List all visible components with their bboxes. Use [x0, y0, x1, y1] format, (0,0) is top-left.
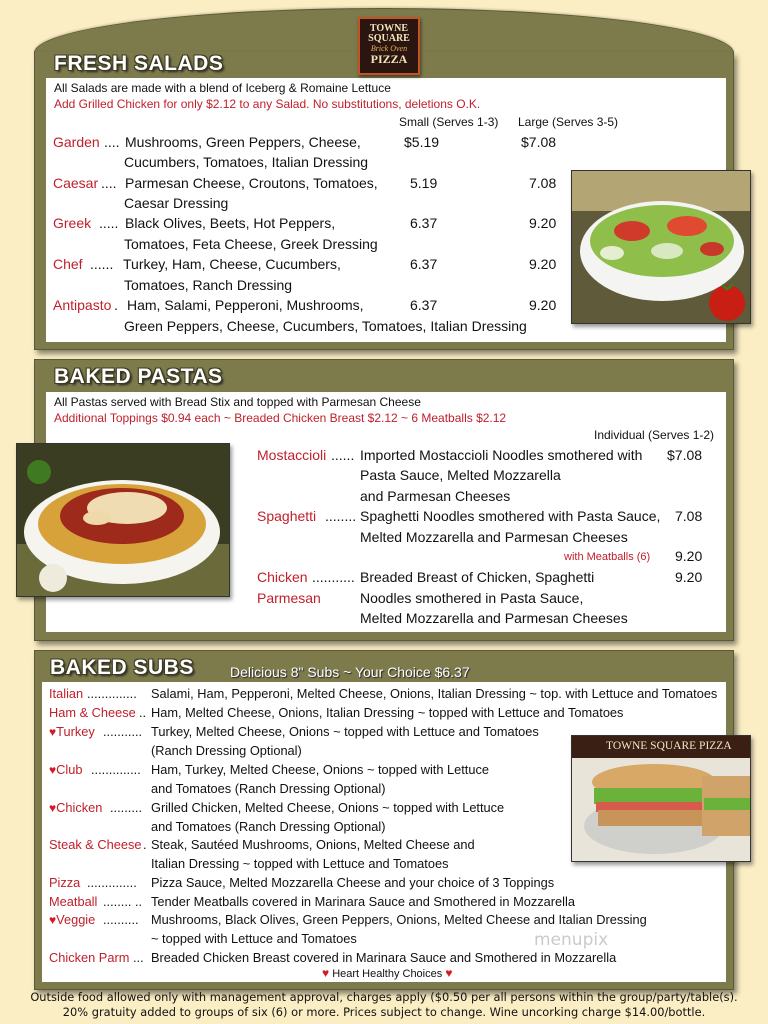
pasta-dots: ........... [312, 569, 355, 585]
salad-desc: Tomatoes, Ranch Dressing [124, 277, 293, 293]
salad-dots: ..... [99, 215, 119, 231]
pasta-bowl-illustration [17, 444, 230, 597]
salads-note-chicken: Add Grilled Chicken for only $2.12 to any Salad. No substitutions, deletions O.K. [54, 97, 481, 111]
sub-dots: .............. [87, 686, 137, 701]
sub-desc: and Tomatoes (Ranch Dressing Optional) [151, 781, 386, 796]
pasta-photo [16, 443, 230, 597]
salad-desc: Tomatoes, Feta Cheese, Greek Dressing [124, 236, 378, 252]
pastas-note-breadstix: All Pastas served with Bread Stix and topped with Parmesan Cheese [54, 395, 421, 409]
heart-healthy-legend: ♥ Heart Healthy Choices ♥ [322, 966, 453, 980]
pastas-col-individual: Individual (Serves 1-2) [594, 428, 715, 442]
salad-price-small: $5.19 [404, 134, 440, 150]
towne-square-logo: TOWNE SQUARE Brick Oven PIZZA [358, 17, 420, 75]
salad-price-small: 5.19 [410, 175, 438, 191]
salad-desc: Black Olives, Beets, Hot Peppers, [125, 215, 336, 231]
heart-icon: ♥ [445, 966, 453, 980]
pasta-desc: Spaghetti Noodles smothered with Pasta Sauce, [360, 508, 661, 524]
sub-name-steak-cheese: Steak & Cheese [49, 837, 142, 852]
sub-name-veggie: ♥Veggie [49, 912, 96, 927]
footer-note-outside-food: Outside food allowed only with management approval, charges apply ($0.50 per all persons within the group/party/table(s). [30, 990, 738, 1004]
pasta-name-mostaccioli: Mostaccioli [257, 447, 327, 463]
salad-name-garden: Garden [53, 134, 100, 150]
sub-desc: Turkey, Melted Cheese, Onions ~ topped with Lettuce and Tomatoes [151, 724, 539, 739]
sub-desc: Salami, Ham, Pepperoni, Melted Cheese, Onions, Italian Dressing ~ top. with Lettuce and Tomatoes [151, 686, 718, 701]
heart-icon: ♥ [322, 966, 330, 980]
salads-note-lettuce: All Salads are made with a blend of Iceberg & Romaine Lettuce [54, 81, 391, 95]
sub-name-pizza: Pizza [49, 875, 81, 890]
sub-desc: Tender Meatballs covered in Marinara Sauce and Smothered in Mozzarella [151, 894, 575, 909]
sub-desc: ~ topped with Lettuce and Tomatoes [151, 931, 357, 946]
heart-icon: ♥ [49, 763, 57, 777]
salad-desc: Cucumbers, Tomatoes, Italian Dressing [124, 154, 369, 170]
pastas-title: BAKED PASTAS [54, 365, 223, 388]
pasta-price: 9.20 [675, 569, 703, 585]
salad-name-caesar: Caesar [53, 175, 99, 191]
heart-icon: ♥ [49, 725, 57, 739]
salad-price-large: 7.08 [529, 175, 557, 191]
salad-dots: .... [101, 175, 117, 191]
pasta-dots: ...... [331, 447, 355, 463]
sub-desc: Ham, Turkey, Melted Cheese, Onions ~ topped with Lettuce [151, 762, 489, 777]
sub-desc: Mushrooms, Black Olives, Green Peppers, Onions, Melted Cheese and Italian Dressing [151, 912, 647, 927]
sub-name-chicken-parm: Chicken Parm [49, 950, 130, 965]
pasta-desc: Imported Mostaccioli Noodles smothered with [360, 447, 643, 463]
pasta-desc: and Parmesan Cheeses [360, 488, 511, 504]
salad-dots: . [114, 297, 118, 313]
salad-desc: Ham, Salami, Pepperoni, Mushrooms, [127, 297, 364, 313]
salad-bowl-illustration [572, 171, 751, 324]
salad-name-greek: Greek [53, 215, 92, 231]
pasta-name-spaghetti: Spaghetti [257, 508, 317, 524]
sub-desc: Ham, Melted Cheese, Onions, Italian Dressing ~ topped with Lettuce and Tomatoes [151, 705, 624, 720]
salad-price-small: 6.37 [410, 215, 438, 231]
pasta-meatballs-label: with Meatballs (6) [564, 551, 651, 563]
salad-price-large: 9.20 [529, 256, 557, 272]
salads-col-small: Small (Serves 1-3) [399, 115, 499, 129]
pasta-price: $7.08 [667, 447, 703, 463]
sub-desc: Steak, Sautéed Mushrooms, Onions, Melted Cheese and [151, 837, 475, 852]
sub-name-turkey: ♥Turkey [49, 724, 95, 739]
pasta-price: 7.08 [675, 508, 703, 524]
pasta-dots: ........ [325, 508, 357, 524]
sub-dots: .............. [91, 762, 141, 777]
pasta-desc: Breaded Breast of Chicken, Spaghetti [360, 569, 595, 585]
sub-name-meatball: Meatball [49, 894, 98, 909]
pasta-desc: Pasta Sauce, Melted Mozzarella [360, 467, 561, 483]
salad-dots: .... [104, 134, 120, 150]
heart-icon: ♥ [49, 801, 57, 815]
pasta-meatballs-price: 9.20 [675, 548, 703, 564]
salad-name-chef: Chef [53, 256, 83, 272]
sub-desc: Pizza Sauce, Melted Mozzarella Cheese and your choice of 3 Toppings [151, 875, 555, 890]
salads-col-large: Large (Serves 3-5) [518, 115, 619, 129]
salad-price-large: 9.20 [529, 215, 557, 231]
salad-price-large: 9.20 [529, 297, 557, 313]
sub-sandwich-illustration [572, 736, 751, 862]
pastas-note-toppings: Additional Toppings $0.94 each ~ Breaded Chicken Breast $2.12 ~ 6 Meatballs $2.12 [54, 411, 507, 425]
salad-desc: Mushrooms, Green Peppers, Cheese, [125, 134, 361, 150]
salad-desc: Caesar Dressing [124, 195, 229, 211]
salad-desc: Parmesan Cheese, Croutons, Tomatoes, [125, 175, 378, 191]
pasta-name-chicken: Chicken [257, 569, 308, 585]
sub-dots: .......... [103, 912, 139, 927]
sub-dots: ... [133, 950, 144, 965]
salads-title: FRESH SALADS [54, 52, 224, 75]
sub-desc: (Ranch Dressing Optional) [151, 743, 302, 758]
salad-name-antipasto: Antipasto [53, 297, 112, 313]
heart-icon: ♥ [49, 913, 57, 927]
sub-dots: ........... [103, 724, 143, 739]
salad-dots: ...... [90, 256, 114, 272]
sub-dots: .............. [87, 875, 137, 890]
pasta-name-parmesan: Parmesan [257, 590, 321, 606]
sub-dots: . [143, 837, 147, 852]
salad-desc: Green Peppers, Cheese, Cucumbers, Tomatoes, Italian Dressing [124, 318, 527, 334]
sub-name-club: ♥Club [49, 762, 83, 777]
sub-dots: .. [139, 705, 147, 720]
photo-sign-text: TOWNE SQUARE PIZZA [606, 740, 732, 752]
sub-desc: and Tomatoes (Ranch Dressing Optional) [151, 819, 386, 834]
pasta-desc: Melted Mozzarella and Parmesan Cheeses [360, 529, 628, 545]
salad-price-small: 6.37 [410, 297, 438, 313]
sub-name-chicken: ♥Chicken [49, 800, 103, 815]
subs-subtitle: Delicious 8" Subs ~ Your Choice $6.37 [230, 664, 470, 680]
sub-desc: Italian Dressing ~ topped with Lettuce and Tomatoes [151, 856, 449, 871]
salad-photo [571, 170, 751, 324]
sub-dots: ......... [110, 800, 142, 815]
footer-note-gratuity: 20% gratuity added to groups of six (6) or more. Prices subject to change. Wine uncorking charge $14.00/bottle. [62, 1005, 706, 1019]
pasta-desc: Melted Mozzarella and Parmesan Cheeses [360, 610, 628, 626]
sub-name-ham-cheese: Ham & Cheese [49, 705, 136, 720]
sub-name-italian: Italian [49, 686, 84, 701]
menupix-watermark: menupix [534, 930, 609, 950]
salad-price-large: $7.08 [521, 134, 557, 150]
sub-sandwich-photo [571, 735, 751, 862]
sub-dots: ........ .. [103, 894, 143, 909]
salad-desc: Turkey, Ham, Cheese, Cucumbers, [123, 256, 341, 272]
subs-title: BAKED SUBS [50, 656, 194, 679]
salad-price-small: 6.37 [410, 256, 438, 272]
sub-desc: Grilled Chicken, Melted Cheese, Onions ~ topped with Lettuce [151, 800, 505, 815]
pasta-desc: Noodles smothered in Pasta Sauce, [360, 590, 584, 606]
sub-desc: Breaded Chicken Breast covered in Marinara Sauce and Smothered in Mozzarella [151, 950, 617, 965]
